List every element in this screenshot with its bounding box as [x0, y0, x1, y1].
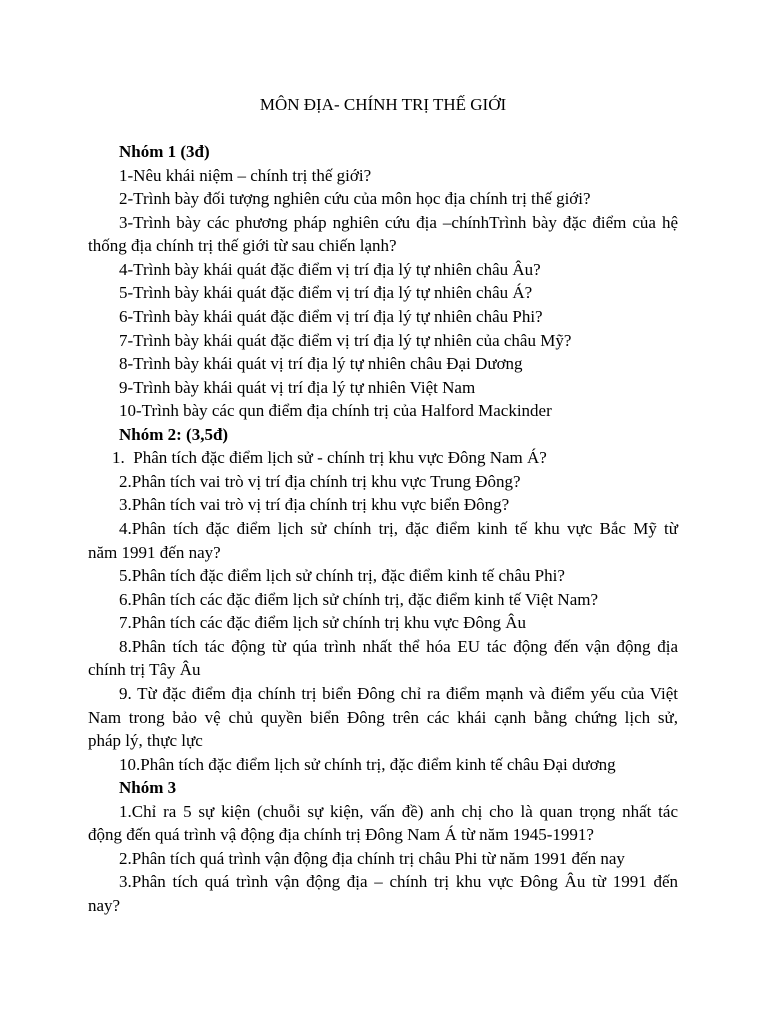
group-1-question-3-line-1: 3-Trình bày các phương pháp nghiên cứu địa –chínhTrình bày đặc điểm của hệ	[119, 212, 678, 232]
group-2-question-1	[88, 446, 678, 470]
group-1-question-8: 8-Trình bày khái quát vị trí địa lý tự nhiên châu Đại Dương	[119, 354, 523, 374]
group-1-question-2: 2-Trình bày đối tượng nghiên cứu của môn học địa chính trị thế giới?	[119, 189, 591, 209]
group-2-question-1-text: Phân tích đặc điểm lịch sử - chính trị khu vực Đông Nam Á?	[133, 448, 547, 468]
group-3-question-2: 2.Phân tích quá trình vận động địa chính trị châu Phi từ năm 1991 đến nay	[119, 848, 625, 868]
group-2-question-8-line-1: 8.Phân tích tác động từ qúa trình nhất thể hóa EU tác động đến vận động địa	[119, 636, 678, 656]
group-1-question-4: 4-Trình bày khái quát đặc điểm vị trí địa lý tự nhiên châu Âu?	[119, 259, 541, 279]
document-body	[88, 140, 678, 918]
group-2-question-8-line-2: chính trị Tây Âu	[88, 660, 201, 680]
group-1-question-10: 10-Trình bày các qun điểm địa chính trị của Halford Mackinder	[119, 401, 552, 421]
group-3-heading: Nhóm 3	[119, 778, 177, 798]
group-2-question-7: 7.Phân tích các đặc điểm lịch sử chính trị khu vực Đông Âu	[119, 613, 526, 633]
group-1-heading: Nhóm 1 (3đ)	[119, 142, 210, 161]
group-3-question-3-line-2: nay?	[88, 896, 121, 915]
group-1-question-9: 9-Trình bày khái quát vị trí địa lý tự nhiên Việt Nam	[119, 377, 476, 397]
document-title: MÔN ĐỊA- CHÍNH TRỊ THẾ GIỚI	[259, 95, 507, 114]
group-2-question-5: 5.Phân tích đặc điểm lịch sử chính trị, đặc điểm kinh tế châu Phi?	[119, 566, 565, 586]
group-2-question-4-line-2: năm 1991 đến nay?	[88, 542, 221, 562]
group-1-question-7: 7-Trình bày khái quát đặc điểm vị trí địa lý tự nhiên của châu Mỹ?	[119, 330, 572, 350]
group-2-question-3: 3.Phân tích vai trò vị trí địa chính trị khu vực biển Đông?	[119, 495, 510, 515]
group-1-question-3-line-2: thống địa chính trị thế giới từ sau chiến lạnh?	[88, 236, 397, 256]
group-1-question-5: 5-Trình bày khái quát đặc điểm vị trí địa lý tự nhiên châu Á?	[119, 283, 533, 303]
group-3-question-1-line-2: động đến quá trình vậ động địa chính trị Đông Nam Á từ năm 1945-1991?	[88, 825, 594, 845]
list-number: 1.	[112, 448, 125, 468]
group-2-question-9-line-1: 9. Từ đặc điểm địa chính trị biển Đông chỉ ra điểm mạnh và điểm yếu của Việt	[119, 683, 678, 703]
group-2-question-2: 2.Phân tích vai trò vị trí địa chính trị khu vực Trung Đông?	[119, 471, 521, 491]
group-2-question-9-line-2: Nam trong bảo vệ chủ quyền biển Đông trên các khái cạnh bằng chứng lịch sử,	[88, 707, 678, 727]
group-2-heading: Nhóm 2: (3,5đ)	[119, 424, 229, 444]
document-page	[88, 0, 678, 1024]
group-2-question-10: 10.Phân tích đặc điểm lịch sử chính trị, đặc điểm kinh tế châu Đại dương	[119, 754, 616, 774]
group-1-question-6: 6-Trình bày khái quát đặc điểm vị trí địa lý tự nhiên châu Phi?	[119, 306, 543, 326]
group-3-question-1-line-1: 1.Chỉ ra 5 sự kiện (chuỗi sự kiện, vấn đề) anh chị cho là quan trọng nhất tác	[119, 801, 678, 821]
group-3-question-3-line-1: 3.Phân tích quá trình vận động địa – chính trị khu vực Đông Âu từ 1991 đến	[119, 872, 678, 892]
group-2-question-9-line-3: pháp lý, thực lực	[88, 731, 203, 751]
group-2-question-4-line-1: 4.Phân tích đặc điểm lịch sử chính trị, đặc điểm kinh tế khu vực Bắc Mỹ từ	[119, 519, 678, 538]
group-2-question-6: 6.Phân tích các đặc điểm lịch sử chính trị, đặc điểm kinh tế Việt Nam?	[119, 589, 599, 609]
group-1-question-1: 1-Nêu khái niệm – chính trị thế giới?	[119, 165, 372, 185]
